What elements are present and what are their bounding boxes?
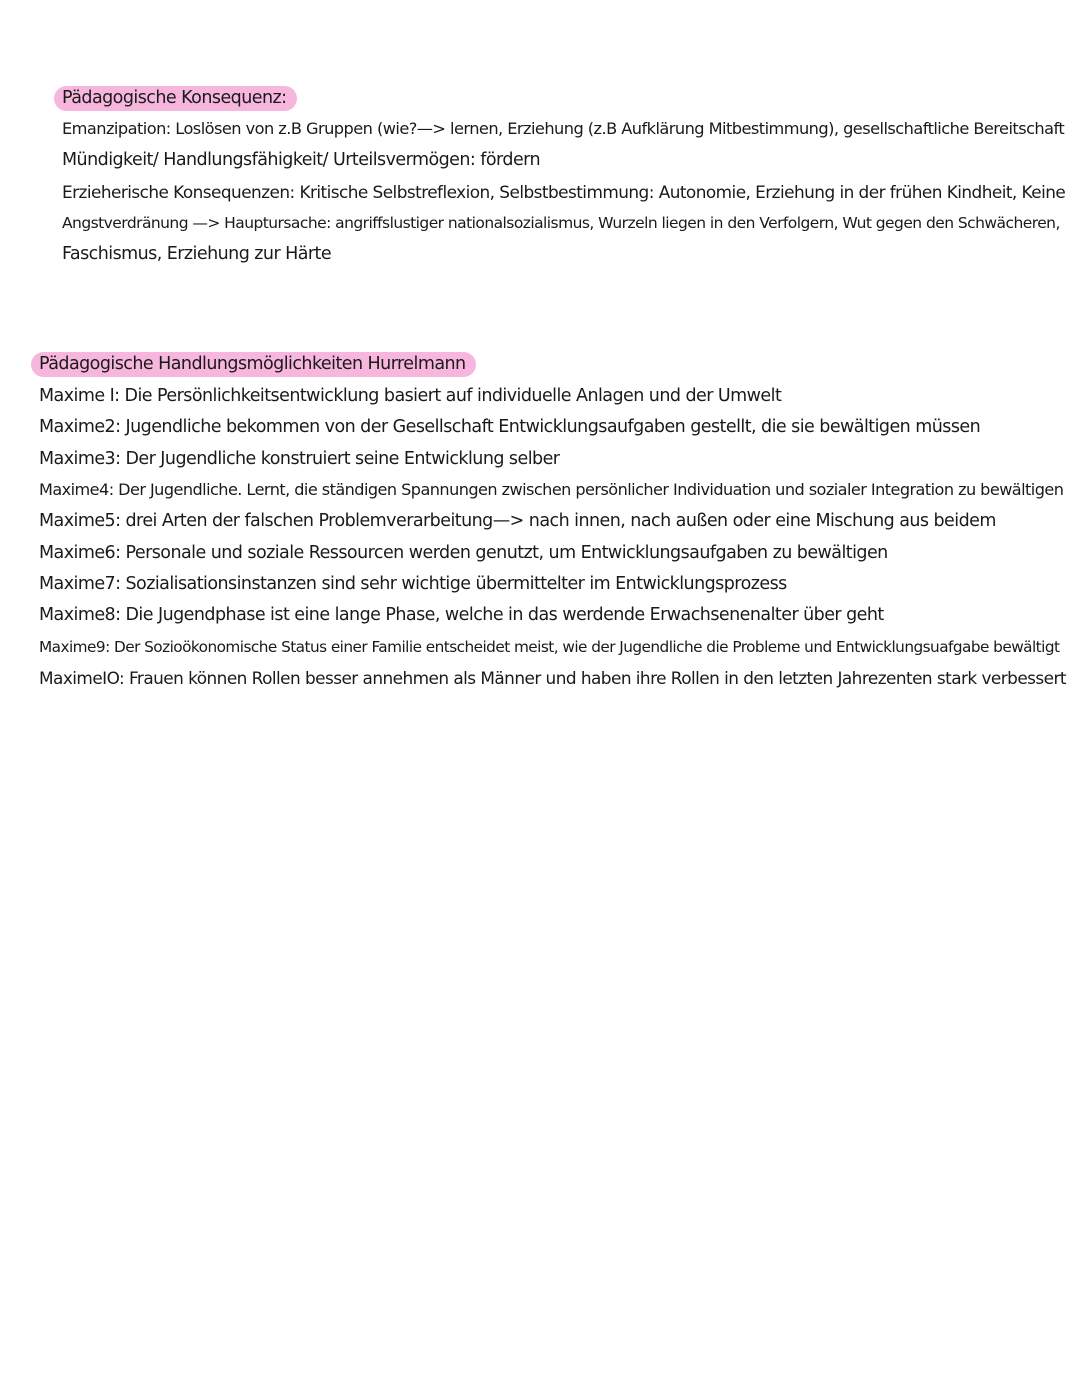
- maxime-7: Maxime7: Sozialisationsinstanzen sind sehr wichtige übermittelter im Entwicklungsprozess: [39, 574, 787, 594]
- section1-line-4: Angstverdränung —> Hauptursache: angriffslustiger nationalsozialismus, Wurzeln liegen in den Verfolgern, Wut gegen den Schwächeren,: [62, 214, 1060, 232]
- maxime-6: Maxime6: Personale und soziale Ressourcen werden genutzt, um Entwicklungsaufgaben zu bewältigen: [39, 543, 888, 563]
- maxime-5: Maxime5: drei Arten der falschen Problemverarbeitung—> nach innen, nach außen oder eine Mischung aus beidem: [39, 511, 996, 531]
- maxime-3: Maxime3: Der Jugendliche konstruiert seine Entwicklung selber: [39, 449, 560, 469]
- maxime-9: Maxime9: Der Sozioökonomische Status einer Familie entscheidet meist, wie der Jugendliche die Probleme und Entwicklungsuafgabe bewältigt: [39, 638, 1060, 656]
- section2-heading-highlight: [31, 352, 476, 377]
- section1-line-5: Faschismus, Erziehung zur Härte: [62, 244, 332, 264]
- section2-heading: [39, 353, 476, 375]
- section1-heading: [62, 87, 297, 109]
- maxime-1: Maxime I: Die Persönlichkeitsentwicklung basiert auf individuelle Anlagen und der Umwelt: [39, 386, 782, 406]
- section2-heading-text: Pädagogische Handlungsmöglichkeiten Hurrelmann: [39, 354, 466, 374]
- section1-heading-text: Pädagogische Konsequenz:: [62, 88, 287, 108]
- maxime-8: Maxime8: Die Jugendphase ist eine lange Phase, welche in das werdende Erwachsenenalter über geht: [39, 605, 884, 625]
- maxime-2: Maxime2: Jugendliche bekommen von der Gesellschaft Entwicklungsaufgaben gestellt, die sie bewältigen müssen: [39, 417, 981, 437]
- section1-line-2: Mündigkeit/ Handlungsfähigkeit/ Urteilsvermögen: fördern: [62, 150, 541, 170]
- section1-line-1: Emanzipation: Loslösen von z.B Gruppen (wie?—> lernen, Erziehung (z.B Aufklärung Mitbestimmung), gesellschaftliche Bereitschaft: [62, 119, 1065, 138]
- section1-line-3: Erzieherische Konsequenzen: Kritische Selbstreflexion, Selbstbestimmung: Autonomie, Erziehung in der frühen Kindheit, Keine: [62, 182, 1066, 202]
- maxime-4: Maxime4: Der Jugendliche. Lernt, die ständigen Spannungen zwischen persönlicher Individuation und sozialer Integration zu bewältigen: [39, 480, 1064, 499]
- section1-heading-highlight: [54, 86, 297, 111]
- maxime-10: MaximeIO: Frauen können Rollen besser annehmen als Männer und haben ihre Rollen in den letzten Jahrezenten stark verbessert: [39, 668, 1066, 688]
